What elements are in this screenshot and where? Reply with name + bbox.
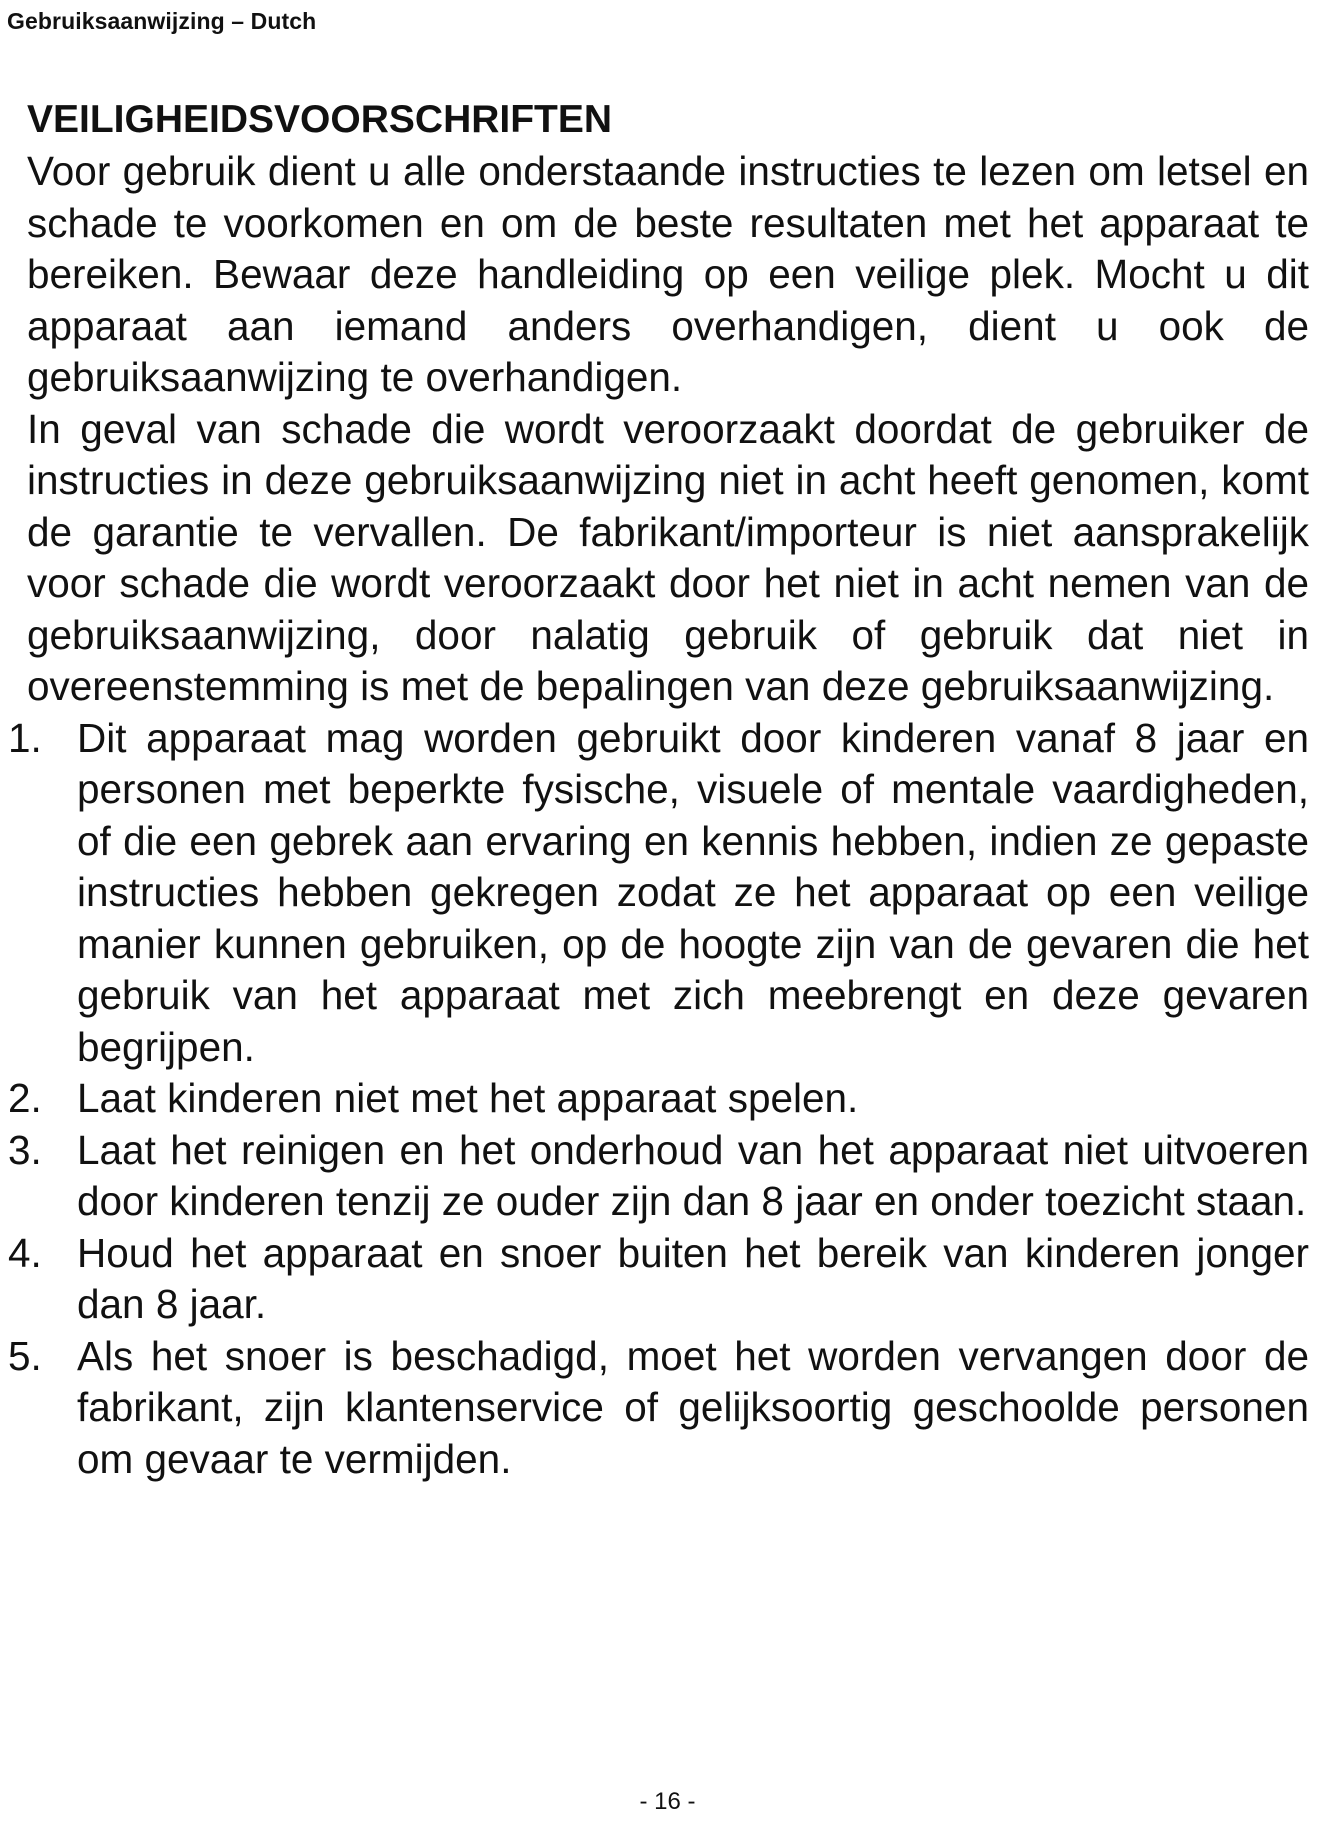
warranty-paragraph: In geval van schade die wordt veroorzaakt doordat de gebruiker de instructies in deze gebruiksaanwijzing niet in acht heeft genomen, komt de garantie te vervallen. De fabrikant/importeur is niet aansprakelijk voor schade die wordt veroorzaakt door het niet in acht nemen van de gebruiksaanwijzing, door nalatig gebruik of gebruik dat niet in overeenstemming is met de bepalingen van deze gebruiksaanwijzing.	[27, 405, 1309, 709]
main-content	[8, 98, 1309, 1485]
page-header: Gebruiksaanwijzing – Dutch	[7, 8, 317, 34]
rule-number: 3.	[8, 1126, 42, 1173]
rule-number: 2.	[8, 1075, 42, 1121]
safety-rule	[8, 1125, 1309, 1228]
safety-rule	[8, 1073, 1309, 1125]
rule-text: Houd het apparaat en snoer buiten het bereik van kinderen jonger dan 8 jaar.	[77, 1229, 1309, 1327]
section-title: VEILIGHEIDSVOORSCHRIFTEN	[27, 98, 613, 141]
rule-text: Dit apparaat mag worden gebruikt door kinderen vanaf 8 jaar en personen met beperkte fysische, visuele of mentale vaardigheden, of die een gebrek aan ervaring en kennis hebben, indien ze gepaste instructies hebben gekregen zodat ze het apparaat op een veilige manier kunnen gebruiken, op de hoogte zijn van de gevaren die het gebruik van het apparaat met zich meebrengt en deze gevaren begrijpen.	[77, 714, 1309, 1070]
safety-rule	[8, 1331, 1309, 1486]
rule-number: 1.	[8, 714, 42, 761]
page-number: - 16 -	[639, 1788, 696, 1815]
rule-text: Laat kinderen niet met het apparaat spelen.	[77, 1075, 859, 1121]
intro-paragraph: Voor gebruik dient u alle onderstaande instructies te lezen om letsel en schade te voorkomen en om de beste resultaten met het apparaat te bereiken. Bewaar deze handleiding op een veilige plek. Mocht u dit apparaat aan iemand anders overhandigen, dient u ook de gebruiksaanwijzing te overhandigen.	[27, 148, 1309, 400]
safety-rules-list	[8, 713, 1309, 1486]
rule-number: 5.	[8, 1332, 42, 1379]
rule-text: Laat het reinigen en het onderhoud van het apparaat niet uitvoeren door kinderen tenzij ze ouder zijn dan 8 jaar en onder toezicht staan.	[77, 1126, 1309, 1224]
rule-number: 4.	[8, 1229, 42, 1276]
safety-rule	[8, 713, 1309, 1074]
safety-rule	[8, 1228, 1309, 1331]
rule-text: Als het snoer is beschadigd, moet het worden vervangen door de fabrikant, zijn klantenservice of gelijksoortig geschoolde personen om gevaar te vermijden.	[77, 1332, 1309, 1482]
